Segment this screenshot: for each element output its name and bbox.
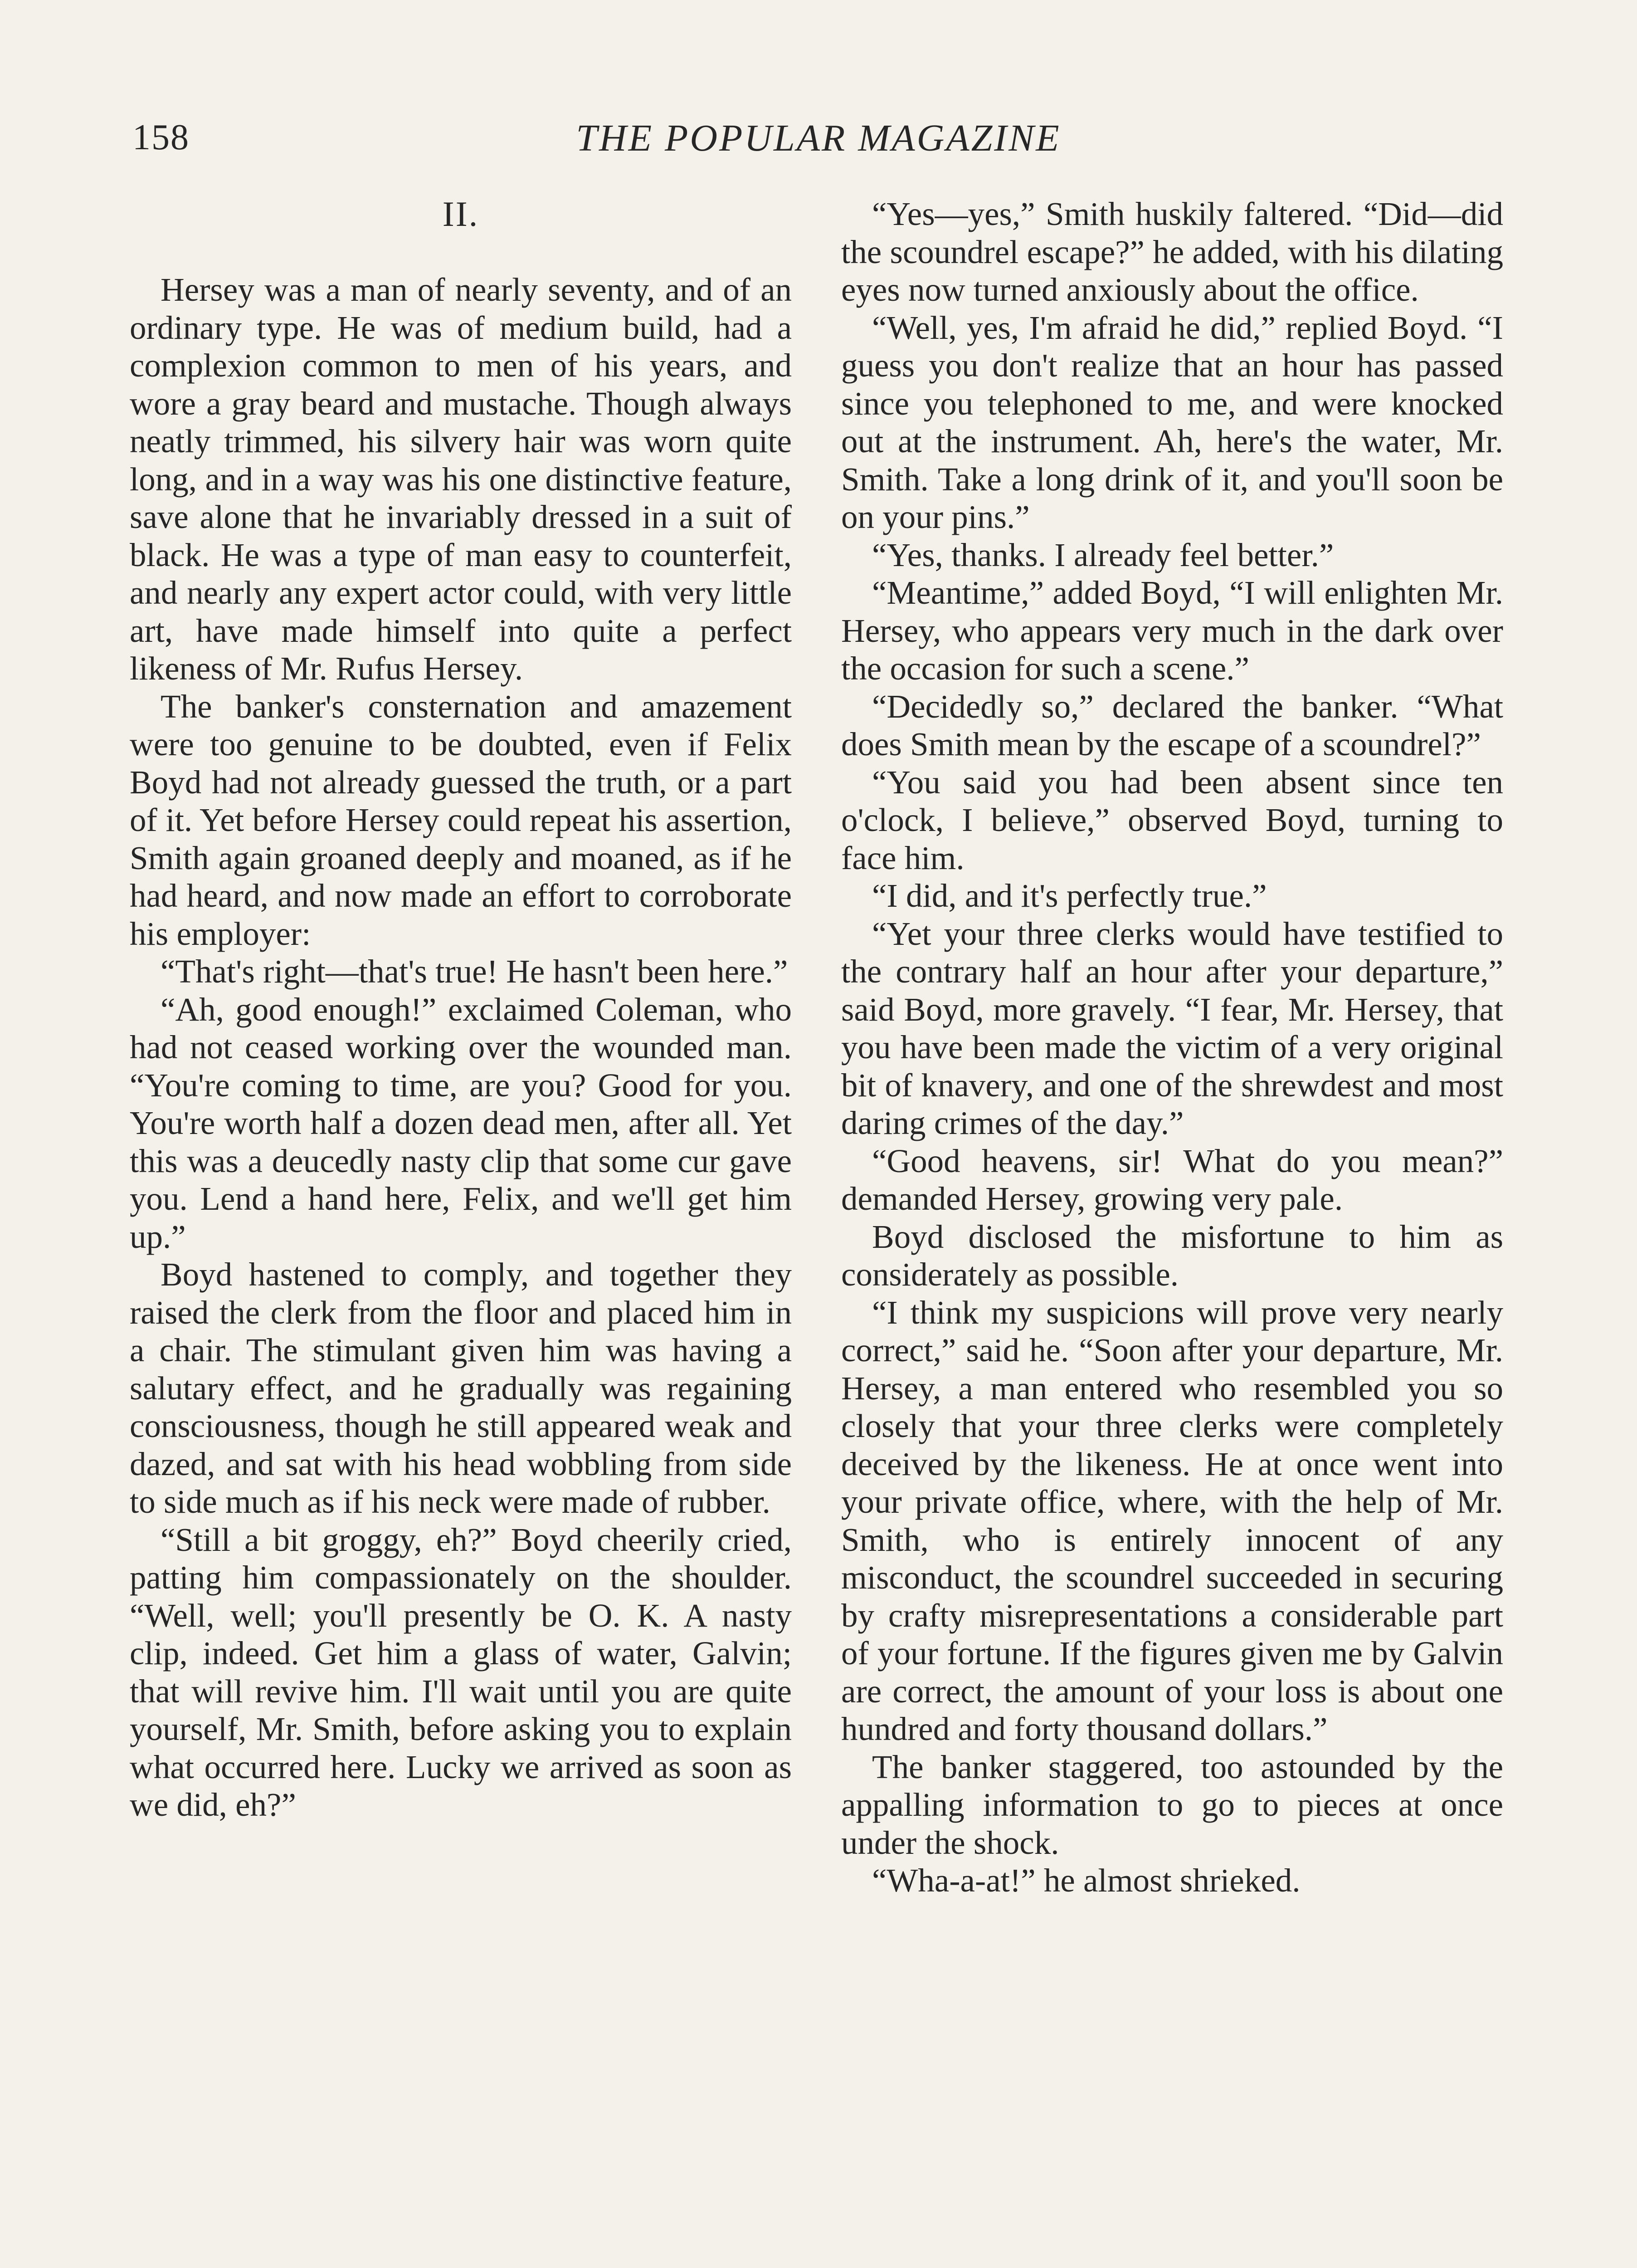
paragraph: “Ah, good enough!” exclaimed Coleman, who had not ceased working over the wounded man. “You're coming to time, are you? Good for you. You're worth half a dozen dead men, after all. Yet this was a deucedly nasty clip that some cur gave you. Lend a hand here, Felix, and we'll get him up.”	[130, 991, 792, 1255]
paragraph: “You said you had been absent since ten o'clock, I believe,” observed Boyd, turning to face him.	[841, 763, 1503, 876]
paragraph: The banker staggered, too astounded by the appalling information to go to pieces at once under the shock.	[841, 1748, 1503, 1861]
paragraph: “Wha-a-at!” he almost shrieked.	[872, 1862, 1301, 1899]
right-column	[841, 195, 1503, 1900]
paragraph: “Meantime,” added Boyd, “I will enlighten Mr. Hersey, who appears very much in the dark over the occasion for such a scene.”	[841, 574, 1503, 687]
paragraph: Hersey was a man of nearly seventy, and of an ordinary type. He was of medium build, had a complexion common to men of his years, and wore a gray beard and mustache. Though always neatly trimmed, his silvery hair was worn quite long, and in a way was his one distinctive feature, save alone that he invariably dressed in a suit of black. He was a type of man easy to counterfeit, and nearly any expert actor could, with very little art, have made himself into quite a perfect likeness of Mr. Rufus Hersey.	[130, 271, 792, 687]
paragraph: “Yes—yes,” Smith huskily faltered. “Did—did the scoundrel escape?” he added, with his dilating eyes now turned anxiously about the office.	[841, 196, 1503, 308]
paragraph: “I did, and it's perfectly true.”	[872, 877, 1267, 914]
paragraph: “Still a bit groggy, eh?” Boyd cheerily cried, patting him compassionately on the shoulder. “Well, well; you'll presently be O. K. A nasty clip, indeed. Get him a glass of water, Galvin; that will revive him. I'll wait until you are quite yourself, Mr. Smith, before asking you to explain what occurred here. Lucky we arrived as soon as we did, eh?”	[130, 1521, 792, 1823]
paragraph: “Yet your three clerks would have testified to the contrary half an hour after your departure,” said Boyd, more gravely. “I fear, Mr. Hersey, that you have been made the victim of a very original bit of knavery, and one of the shrewdest and most daring crimes of the day.”	[841, 915, 1503, 1141]
running-head: THE POPULAR MAGAZINE	[576, 117, 1061, 159]
paragraph: Boyd hastened to comply, and together they raised the clerk from the floor and placed him in a chair. The stimulant given him was having a salutary effect, and he gradually was regaining consciousness, though he still appeared weak and dazed, and sat with his head wobbling from side to side much as if his neck were made of rubber.	[130, 1256, 792, 1520]
paragraph: Boyd disclosed the misfortune to him as considerately as possible.	[841, 1218, 1503, 1293]
paragraph: “Good heavens, sir! What do you mean?” demanded Hersey, growing very pale.	[841, 1142, 1503, 1217]
paragraph: The banker's consternation and amazement were too genuine to be doubted, even if Felix Boyd had not already guessed the truth, or a part of it. Yet before Hersey could repeat his assertion, Smith again groaned deeply and moaned, as if he had heard, and now made an effort to corroborate his employer:	[130, 688, 792, 952]
page-number: 158	[132, 117, 190, 157]
paragraph: “Decidedly so,” declared the banker. “What does Smith mean by the escape of a scoundrel?”	[841, 688, 1503, 763]
paragraph: “Yes, thanks. I already feel better.”	[872, 536, 1334, 573]
paragraph: “I think my suspicions will prove very nearly correct,” said he. “Soon after your departure, Mr. Hersey, a man entered who resembled you so closely that your three clerks were completely deceived by the likeness. He at once went into your private office, where, with the help of Mr. Smith, who is entirely innocent of any misconduct, the scoundrel succeeded in securing by crafty misrepresentations a considerable part of your fortune. If the figures given me by Galvin are correct, the amount of your loss is about one hundred and forty thousand dollars.”	[841, 1294, 1503, 1747]
paragraph: “Well, yes, I'm afraid he did,” replied Boyd. “I guess you don't realize that an hour has passed since you telephoned to me, and were knocked out at the instrument. Ah, here's the water, Mr. Smith. Take a long drink of it, and you'll soon be on your pins.”	[841, 309, 1503, 535]
chapter-heading: II.	[442, 194, 479, 234]
paragraph: “That's right—that's true! He hasn't been here.”	[161, 953, 788, 990]
left-column	[130, 195, 792, 1824]
